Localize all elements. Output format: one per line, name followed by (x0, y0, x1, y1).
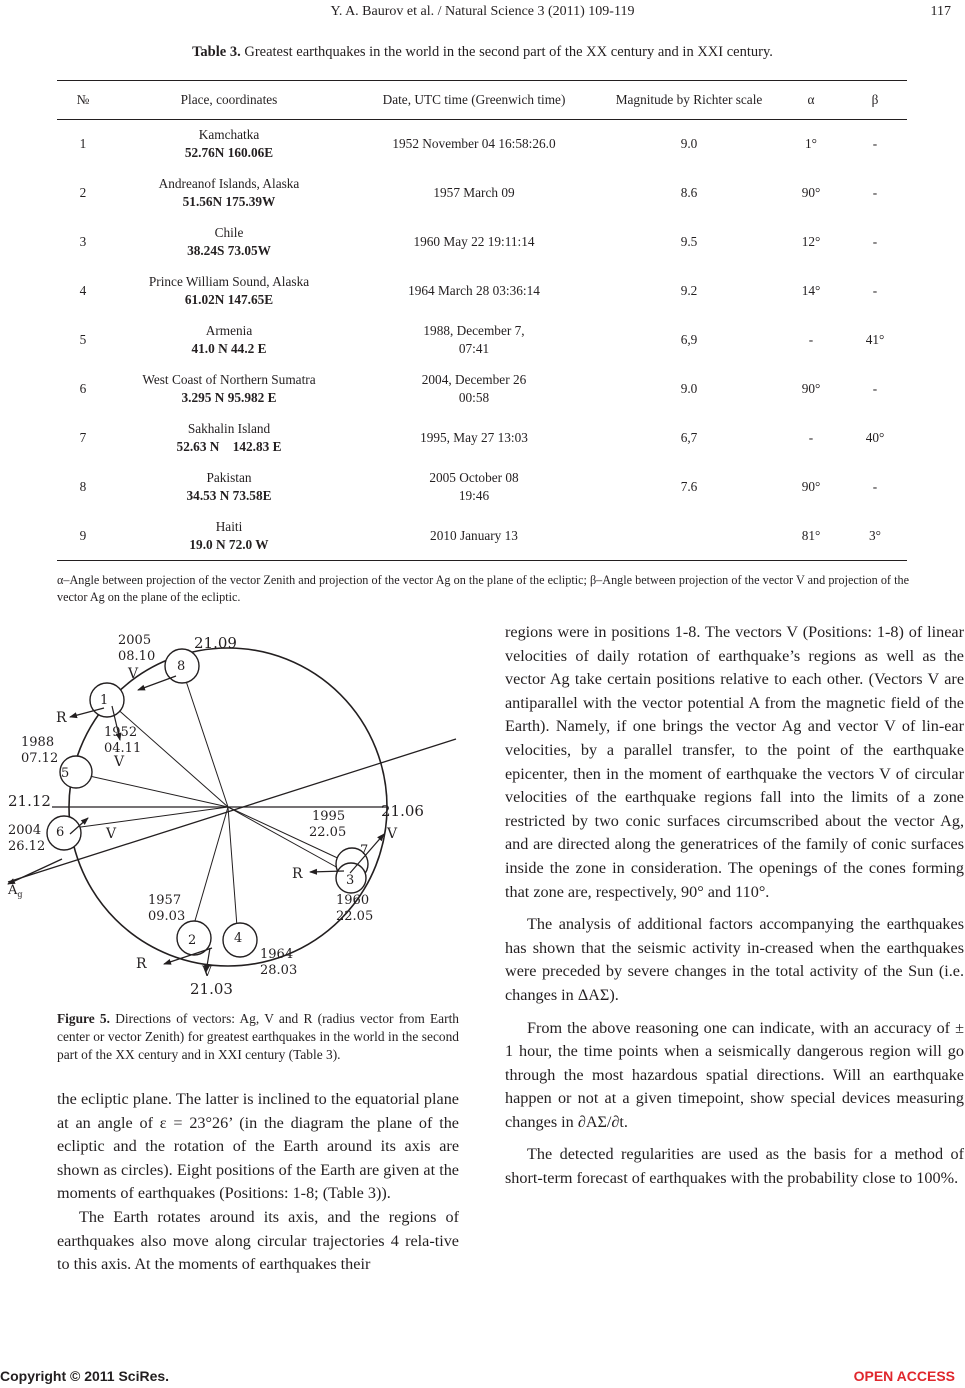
cell-magnitude: 6,7 (680, 429, 698, 445)
cell-date (349, 413, 599, 462)
label-v-2: V (202, 964, 213, 980)
cell-magnitude: 8.6 (680, 185, 698, 201)
cell-number: 4 (79, 283, 87, 299)
cell-beta: - (872, 478, 878, 494)
date-line-1: 2005 October 08 (429, 469, 519, 485)
open-access-label: OPEN ACCESS (853, 1368, 955, 1384)
table-row (57, 218, 907, 267)
table-row (57, 120, 907, 169)
date-line-1: 1957 March 09 (433, 185, 515, 201)
cell-date (349, 120, 599, 169)
cell-place (109, 462, 349, 511)
table-caption-text: Greatest earthquakes in the world in the second part of the XX century and in XXI century. (244, 44, 773, 60)
page-number: 117 (930, 4, 951, 19)
cell-date (349, 316, 599, 365)
place-name: Haiti (215, 518, 243, 534)
cell-beta: - (872, 380, 878, 396)
cell-magnitude: 6,9 (680, 332, 698, 347)
label-1995-date: 22.05 (309, 825, 347, 840)
position-7-number: 7 (360, 843, 369, 858)
date-line-2: 07:41 (458, 341, 490, 356)
position-1-number: 1 (100, 693, 109, 708)
col1-paragraph-2: The Earth rotates around its axis, and the regions of earthquakes also move along circular trajectories 4 rela-tive to this axis. At the moments of earthquakes their (57, 1207, 459, 1274)
label-ag: $A_g$ (8, 883, 23, 899)
label-2004-year: 2004 (8, 823, 42, 838)
label-v-1: V (114, 754, 125, 770)
label-2005-year: 2005 (118, 633, 152, 648)
place-name: Chile (214, 225, 244, 241)
cell-beta: - (872, 185, 878, 201)
figure-5-diagram (4, 626, 464, 996)
place-coordinates: 38.24S 73.05W (187, 243, 271, 259)
running-title: Y. A. Baurov et al. / Natural Science 3 (2011) 109-119 (330, 4, 635, 19)
label-1957-date: 09.03 (148, 909, 186, 924)
date-line-1: 1952 November 04 16:58:26.0 (392, 136, 556, 152)
cell-date (349, 511, 599, 560)
date-line-2: 19:46 (458, 487, 490, 503)
label-v-8: V (128, 666, 139, 682)
cell-alpha: 81° (779, 511, 843, 560)
place-coordinates: 41.0 N 44.2 E (191, 341, 267, 356)
label-2005-date: 08.10 (118, 649, 156, 664)
cell-date (349, 169, 599, 218)
label-1964-date: 28.03 (260, 963, 298, 978)
cell-magnitude: 9.0 (680, 380, 698, 396)
cell-magnitude: 7.6 (680, 478, 698, 494)
col-header-number: № (57, 81, 109, 120)
cell-beta: 40° (865, 429, 885, 445)
date-line-1: 1995, May 27 13:03 (420, 429, 528, 445)
label-1964-year: 1964 (260, 947, 294, 962)
table-header-row (57, 81, 907, 120)
cell-date (349, 462, 599, 511)
cell-alpha: - (808, 332, 814, 347)
table-row (57, 413, 907, 462)
position-4-number: 4 (234, 931, 243, 946)
label-r-3: R (292, 866, 303, 882)
col2-paragraph-4: The detected regularities are used as the basis for a method of short-term forecast of earthquakes with the probability close to 100%. (505, 1145, 964, 1188)
label-1952-date: 04.11 (104, 741, 142, 756)
cell-beta: - (872, 136, 878, 152)
position-6-number: 6 (56, 825, 65, 840)
label-right-date: 21.06 (381, 802, 424, 820)
position-2-number: 2 (188, 933, 197, 948)
label-top-date: 21.09 (194, 634, 237, 652)
cell-alpha: 90° (801, 380, 821, 396)
table-row (57, 267, 907, 316)
cell-beta: 3° (843, 511, 907, 560)
cell-number: 8 (79, 478, 87, 494)
cell-number: 2 (79, 185, 87, 201)
earthquake-table (57, 80, 907, 561)
ag-vector-arrow (8, 859, 62, 884)
label-1988-year: 1988 (21, 735, 55, 750)
cell-magnitude (599, 511, 779, 560)
cell-number: 9 (57, 511, 109, 560)
place-name: Kamchatka (198, 127, 260, 143)
cell-place (109, 511, 349, 560)
cell-date (349, 267, 599, 316)
place-coordinates: 52.63 N 142.83 E (176, 438, 282, 454)
cell-alpha: - (808, 429, 814, 445)
place-name: West Coast of Northern Sumatra (142, 371, 316, 387)
label-1988-date: 07.12 (21, 751, 59, 766)
cell-beta: 41° (865, 332, 885, 347)
table-row (57, 364, 907, 413)
cell-beta: - (872, 234, 878, 250)
cell-place (109, 218, 349, 267)
label-bottom-date: 21.03 (190, 980, 233, 996)
label-1952-year: 1952 (104, 725, 138, 740)
cell-number: 3 (79, 234, 87, 250)
place-coordinates: 61.02N 147.65E (184, 292, 274, 308)
cell-number: 7 (79, 429, 87, 445)
cell-magnitude: 9.2 (680, 283, 698, 299)
col1-paragraph-1: the ecliptic plane. The latter is inclined to the equatorial plane at an angle of ε = 23°26’ (in the diagram the plane of the ecliptic and the rotation of the Earth around its axis are shown as circles). Eight positions of the Earth are given at the moments of earthquakes (Positions: 1-8; (Table 3)). (57, 1090, 459, 1203)
place-name: Andreanof Islands, Alaska (158, 176, 300, 192)
label-r-1: R (56, 710, 67, 726)
date-line-2: 00:58 (458, 389, 490, 405)
label-1957-year: 1957 (148, 893, 182, 908)
label-1995-year: 1995 (312, 809, 346, 824)
vector-diagram-svg (4, 626, 464, 996)
cell-number: 5 (79, 332, 87, 347)
cell-number: 1 (79, 136, 87, 152)
cell-alpha: 90° (801, 185, 821, 201)
label-r-2: R (136, 956, 147, 972)
copyright-notice: Copyright © 2011 SciRes. (0, 1368, 170, 1384)
cell-alpha: 90° (801, 478, 821, 494)
col2-paragraph-2: The analysis of additional factors accompanying the earthquakes has shown that the seismic activity in-creased when the earthquakes were preceded by severe changes in the total activity of the Sun (i.e. changes in ΔAΣ). (505, 915, 964, 1004)
figure-caption (57, 1010, 459, 1064)
figure-caption-label: Figure 5. (57, 1011, 110, 1026)
date-line-1: 2004, December 26 (421, 371, 527, 387)
place-coordinates: 19.0 N 72.0 W (189, 536, 269, 552)
table-caption (0, 44, 965, 61)
cell-place (109, 364, 349, 413)
date-line-1: 2010 January 13 (430, 527, 518, 543)
running-header (0, 4, 965, 24)
table-row (57, 462, 907, 511)
col-header-beta: β (843, 81, 907, 120)
cell-alpha: 12° (801, 234, 821, 250)
cell-beta: - (872, 283, 878, 299)
right-column-text (505, 621, 964, 1200)
label-2004-date: 26.12 (8, 839, 46, 854)
place-name: Pakistan (206, 469, 252, 485)
cell-place (109, 413, 349, 462)
place-coordinates: 34.53 N 73.58E (186, 487, 272, 503)
date-line-1: 1964 March 28 03:36:14 (408, 283, 540, 299)
place-name: Prince William Sound, Alaska (148, 274, 310, 290)
cell-place (109, 120, 349, 169)
place-coordinates: 52.76N 160.06E (184, 145, 274, 161)
col-header-place: Place, coordinates (109, 81, 349, 120)
position-8-number: 8 (177, 659, 186, 674)
table-caption-label: Table 3. (192, 44, 241, 60)
date-line-1: 1988, December 7, (423, 323, 525, 338)
table-row (57, 316, 907, 365)
label-1960-date: 22.05 (336, 909, 374, 924)
cell-alpha: 1° (805, 136, 817, 152)
cell-date (349, 364, 599, 413)
place-name: Armenia (205, 323, 253, 338)
cell-place (109, 316, 349, 365)
cell-magnitude: 9.0 (680, 136, 698, 152)
place-coordinates: 3.295 N 95.982 E (181, 389, 277, 405)
left-column-text (57, 1088, 459, 1277)
cell-date (349, 218, 599, 267)
label-v-7: V (387, 826, 398, 842)
place-coordinates: 51.56N 175.39W (182, 194, 276, 210)
v-and-r-arrows (70, 676, 384, 972)
position-3-number: 3 (346, 873, 355, 888)
col-header-magnitude: Magnitude by Richter scale (599, 81, 779, 120)
cell-alpha: 14° (801, 283, 821, 299)
col-header-date: Date, UTC time (Greenwich time) (349, 81, 599, 120)
col2-paragraph-3: From the above reasoning one can indicate, with an accuracy of ± 1 hour, the time points when a seismically dangerous region will go through the most hazardous spatial directions. Will an earthquake happen or not at a given timepoint, show special devices measuring changes in ∂AΣ/∂t. (505, 1018, 964, 1131)
label-v-6: V (106, 826, 117, 842)
table-row (57, 169, 907, 218)
position-circles (47, 649, 368, 957)
date-line-1: 1960 May 22 19:11:14 (413, 234, 535, 250)
label-left-date: 21.12 (8, 792, 51, 810)
cell-number: 6 (79, 380, 87, 396)
label-1960-year: 1960 (336, 893, 370, 908)
table-row (57, 511, 907, 560)
col2-paragraph-1: regions were in positions 1-8. The vectors V (Positions: 1-8) of linear velocities of daily rotation of earthquake’s regions as well as the vector Ag take certain positions relative to each other. (Vectors V are antiparallel with the vector potential A from the magnetic field of the Earth). Namely, if one brings the vector Ag and vector V of lin-ear velocities, by a parallel transfer, to the point of the earthquake epicenter, then in the moment of earthquake the vectors V of circular velocities of the earthquake regions fall into the limits of a zone restricted by two conic surfaces circumscribed about the vector Ag, and are directed along the generatrices of the family of conic surfaces inside the zone in consideration. The openings of the cones forming that zone are, respectively, 90° and 110°. (505, 623, 964, 901)
cell-place (109, 169, 349, 218)
figure-caption-text: Directions of vectors: Ag, V and R (radius vector from Earth center or vector Zenith) for greatest earthquakes in the world in the second part of the XX century and in XXI century (Table 3). (57, 1011, 459, 1062)
cell-magnitude: 9.5 (680, 234, 698, 250)
table-note: α–Angle between projection of the vector Zenith and projection of the vector Ag on the plane of the ecliptic; β–Angle between projection of the vector V and projection of the vector Ag on the plane of the ecliptic. (57, 573, 909, 604)
col-header-alpha: α (779, 81, 843, 120)
cell-place (109, 267, 349, 316)
place-name: Sakhalin Island (187, 420, 271, 436)
position-5-number: 5 (61, 766, 70, 781)
